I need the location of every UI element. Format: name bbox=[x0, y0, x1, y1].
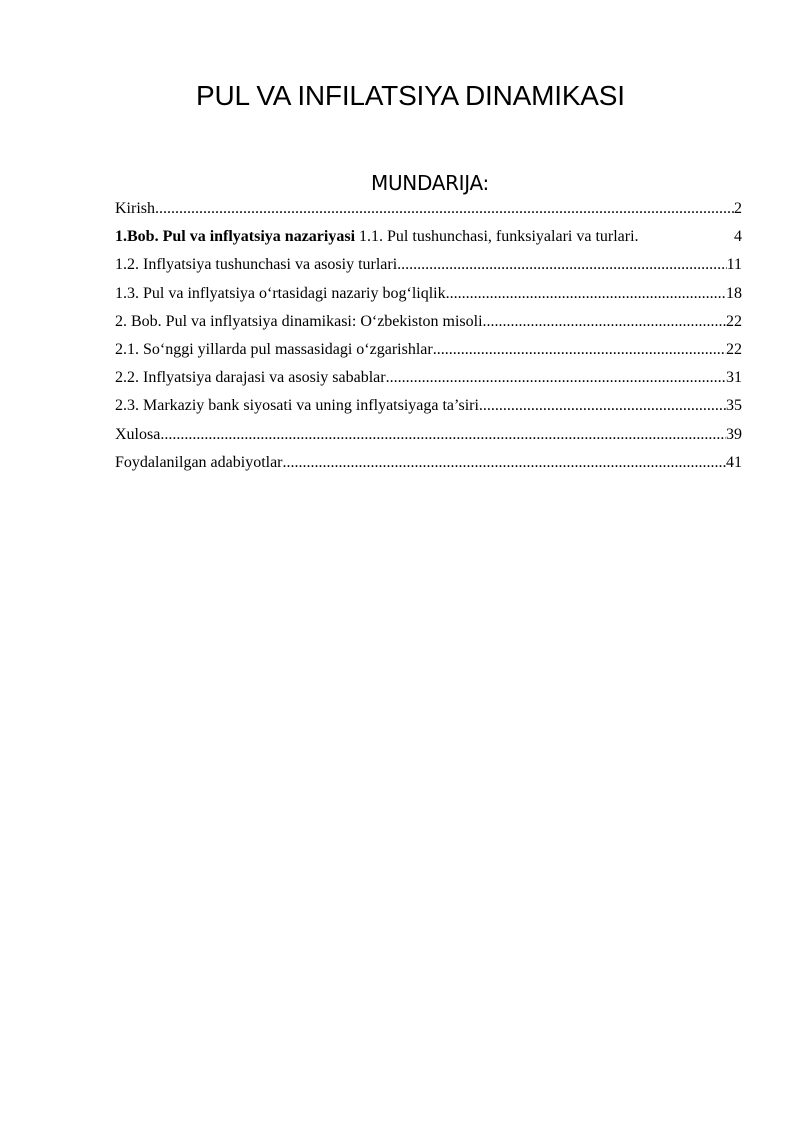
toc-entry-title: 2.1. So‘nggi yillarda pul massasidagi o‘zgarishlar bbox=[115, 340, 433, 358]
toc-dot-leader bbox=[283, 451, 726, 475]
toc-entry-2-1[interactable] bbox=[115, 338, 742, 366]
toc-dot-leader bbox=[483, 310, 726, 334]
toc-section-label: 1.1. Pul tushunchasi, funksiyalari va turlari. bbox=[355, 228, 639, 246]
toc-entry-2-2[interactable] bbox=[115, 366, 742, 394]
toc-heading: MUNDARIJA: bbox=[371, 171, 489, 195]
toc-entry-xulosa[interactable] bbox=[115, 423, 742, 451]
toc-dot-leader bbox=[397, 253, 726, 277]
toc-entry-kirish[interactable] bbox=[115, 197, 742, 225]
toc-entry-title: 1.2. Inflyatsiya tushunchasi va asosiy turlari bbox=[115, 256, 398, 274]
toc-entry-2-3[interactable] bbox=[115, 394, 742, 422]
toc-entry-title: 2.3. Markaziy bank siyosati va uning inflyatsiyaga ta’siri bbox=[115, 397, 479, 415]
toc-entry-chapter-1[interactable] bbox=[115, 225, 742, 253]
toc-entry-1-2[interactable] bbox=[115, 253, 742, 281]
toc-page-number: 31 bbox=[726, 369, 742, 387]
document-title: PUL VA INFILATSIYA DINAMIKASI bbox=[196, 80, 625, 111]
toc-page-number: 41 bbox=[726, 453, 742, 471]
toc-entry-1-3[interactable] bbox=[115, 282, 742, 310]
toc-dot-leader bbox=[160, 423, 726, 447]
toc-entry-title: Foydalanilgan adabiyotlar bbox=[115, 453, 283, 471]
toc-entry-title: Xulosa bbox=[115, 425, 161, 443]
toc-entry-title bbox=[115, 225, 639, 249]
toc-page-number: 4 bbox=[734, 228, 742, 246]
toc-dot-leader bbox=[446, 282, 726, 306]
toc-dot-leader bbox=[433, 338, 726, 362]
toc-dot-leader bbox=[155, 197, 734, 221]
toc-chapter-label: 1.Bob. Pul va inflyatsiya nazariyasi bbox=[115, 228, 356, 246]
toc-entry-chapter-2[interactable] bbox=[115, 310, 742, 338]
toc-entry-title: 1.3. Pul va inflyatsiya o‘rtasidagi nazariy bog‘liqlik bbox=[115, 284, 446, 302]
toc-page-number: 35 bbox=[726, 397, 742, 415]
toc-page-number: 39 bbox=[726, 425, 742, 443]
toc-entry-title: 2. Bob. Pul va inflyatsiya dinamikasi: O‘zbekiston misoli bbox=[115, 312, 483, 330]
toc-page-number: 22 bbox=[726, 312, 742, 330]
toc-entry-adabiyotlar[interactable] bbox=[115, 451, 742, 479]
toc-page-number: 11 bbox=[726, 256, 742, 274]
table-of-contents bbox=[115, 197, 742, 479]
toc-page-number: 22 bbox=[726, 340, 742, 358]
toc-entry-title: Kirish bbox=[115, 200, 155, 217]
toc-page-number: 18 bbox=[726, 284, 742, 302]
toc-dot-leader bbox=[386, 366, 726, 390]
toc-dot-leader bbox=[479, 394, 726, 418]
toc-entry-title: 2.2. Inflyatsiya darajasi va asosiy sabablar bbox=[115, 369, 386, 387]
toc-page-number: 2 bbox=[734, 200, 742, 217]
